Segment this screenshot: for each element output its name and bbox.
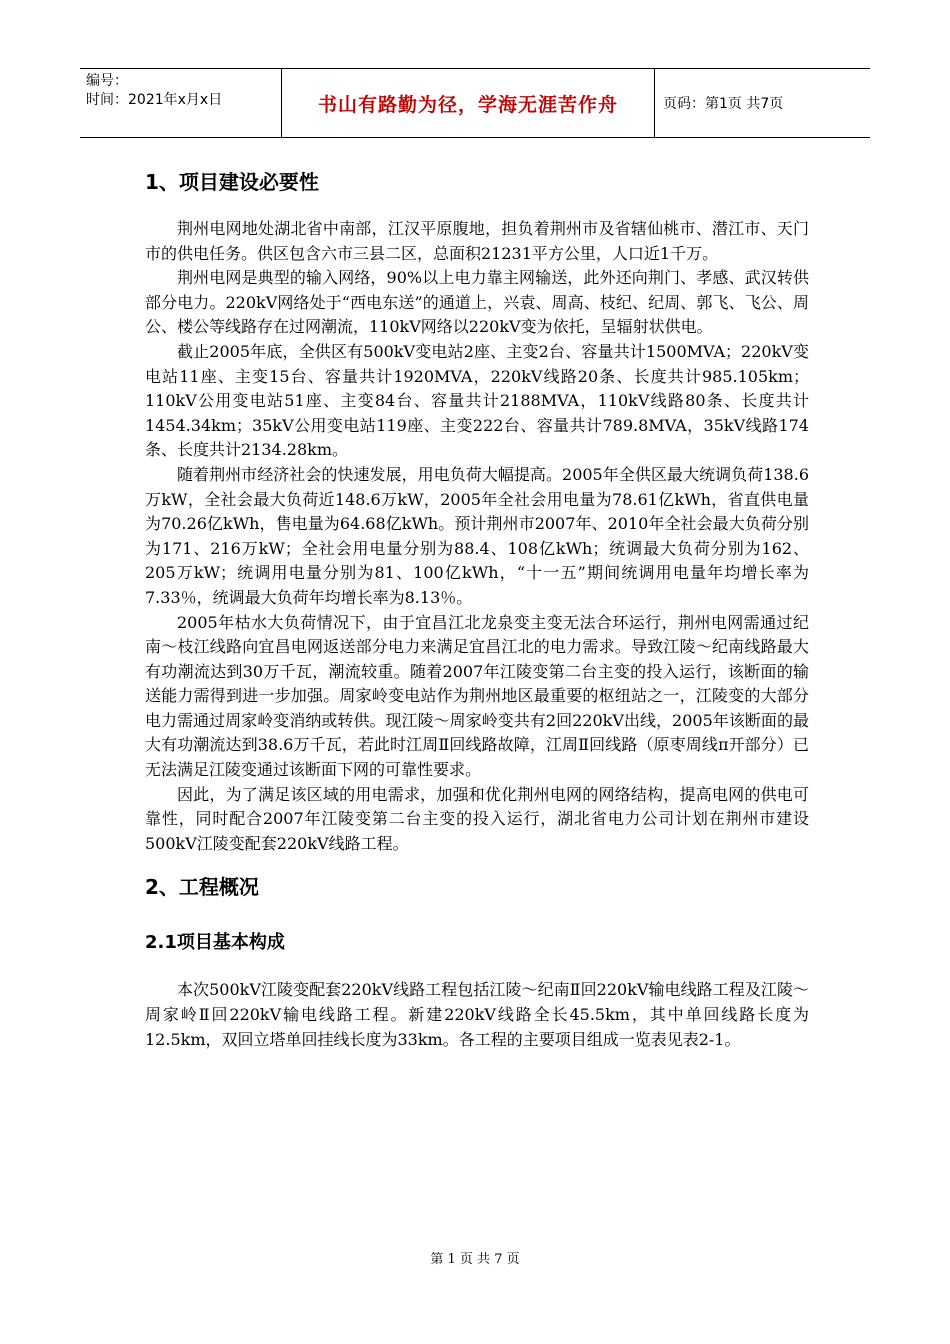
section-2-1-title: 2.1项目基本构成 [145,932,285,954]
page-footer: 第 1 页 共 7 页 [430,1252,520,1267]
section-2-title: 2、工程概况 [145,875,259,900]
header-meta [80,69,282,137]
paragraph: 2005年枯水大负荷情况下，由于宜昌江北龙泉变主变无法合环运行，荆州电网需通过纪南～枝江线路向宜昌电网返送部分电力来满足宜昌江北的电力需求。导致江陵～纪南线路最大有功潮流达到30万千瓦，潮流较重。随着2007年江陵变第二台主变的投入运行，该断面的输送能力需得到进一步加强。周家岭变电站作为荆州地区最重要的枢纽站之一，江陵变的大部分电力需通过周家岭变消纳或转供。现江陵～周家岭变共有2回220kV出线，2005年该断面的最大有功潮流达到38.6万千瓦，若此时江周Ⅱ回线路故障，江周Ⅱ回线路（原枣周线π开部分）已无法满足江陵变通过该断面下网的可靠性要求。 [145,612,809,780]
paragraph: 因此，为了满足该区域的用电需求，加强和优化荆州电网的网络结构，提高电网的供电可靠性，同时配合2007年江陵变第二台主变的投入运行，湖北省电力公司计划在荆州市建设500kV江陵变配套220kV线路工程。 [145,784,809,853]
page-header [80,68,870,138]
document-body [145,165,809,1052]
paragraph: 荆州电网是典型的输入网络，90%以上电力靠主网输送，此外还向荆门、孝感、武汉转供部分电力。220kV网络处于“西电东送”的通道上，兴袁、周高、枝纪、纪周、郭飞、飞公、周公、楼公等线路存在过网潮流，110kV网络以220kV变为依托，呈辐射状供电。 [145,268,809,337]
section-1-title: 1、项目建设必要性 [145,170,319,194]
paragraph: 截止2005年底，全供区有500kV变电站2座、主变2台、容量共计1500MVA；220kV变电站11座、主变15台、容量共计1920MVA，220kV线路20条、长度共计985.105km；110kV公用变电站51座、主变84台、容量共计2188MVA，110kV线路80条、长度共计1454.34km；35kV公用变电站119座、主变222台、容量共计789.8MVA，35kV线路174条、长度共计2134.28km。 [145,341,809,460]
paragraph: 荆州电网地处湖北省中南部，江汉平原腹地，担负着荆州市及省辖仙桃市、潜江市、天门市的供电任务。供区包含六市三县二区，总面积21231平方公里，人口近1千万。 [145,219,809,263]
document-date-label: 时间：2021年x月x日 [86,92,223,108]
paragraph: 本次500kV江陵变配套220kV线路工程包括江陵～纪南Ⅱ回220kV输电线路工程及江陵～周家岭Ⅱ回220kV输电线路工程。新建220kV线路全长45.5km，其中单回线路长度为12.5km，双回立塔单回挂线长度为33km。各工程的主要项目组成一览表见表2-1。 [145,980,809,1049]
header-page-number: 页码：第1页 共7页 [663,96,784,112]
document-number-label: 编号： [86,73,128,89]
paragraph: 随着荆州市经济社会的快速发展，用电负荷大幅提高。2005年全供区最大统调负荷138.6万kW，全社会最大负荷近148.6万kW，2005年全社会用电量为78.61亿kWh，省直供电量为70.26亿kWh，售电量为64.68亿kWh。预计荆州市2007年、2010年全社会最大负荷分别为171、216万kW；全社会用电量分别为88.4、108亿kWh；统调最大负荷分别为162、205万kW；统调用电量分别为81、100亿kWh，“十一五”期间统调用电量年均增长率为7.33％，统调最大负荷年均增长率为8.13％。 [145,464,809,607]
header-motto: 书山有路勤为径，学海无涯苦作舟 [282,69,655,137]
